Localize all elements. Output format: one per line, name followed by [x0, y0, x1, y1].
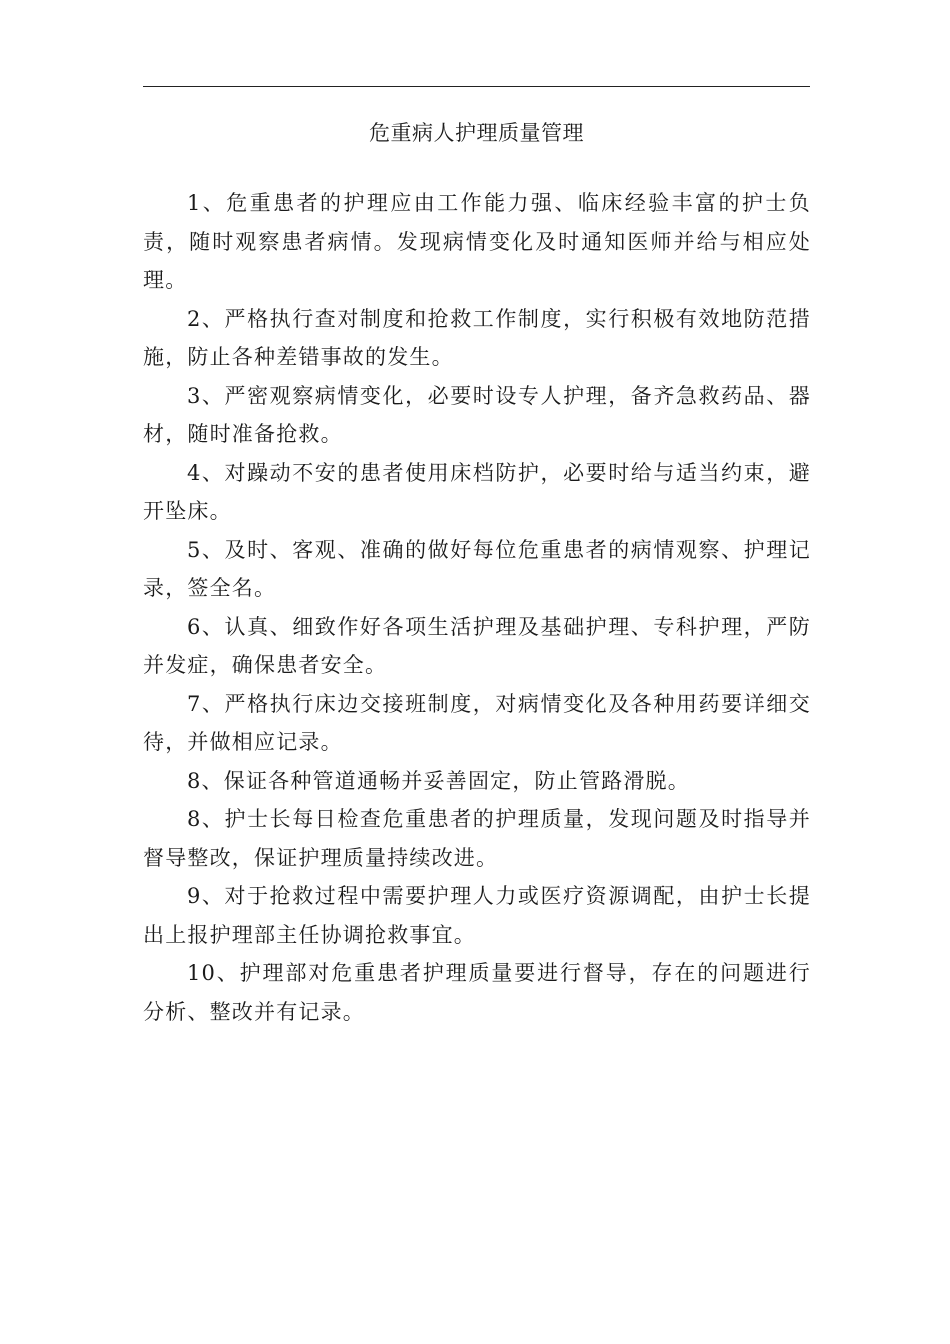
header-rule — [143, 86, 810, 87]
paragraph-9: 8、护士长每日检查危重患者的护理质量，发现问题及时指导并督导整改，保证护理质量持续改进。 — [143, 807, 811, 870]
paragraph-3: 3、严密观察病情变化，必要时设专人护理，备齐急救药品、器材，随时准备抢救。 — [143, 383, 811, 446]
paragraph-5: 5、及时、客观、准确的做好每位危重患者的病情观察、护理记录，签全名。 — [143, 537, 811, 600]
paragraph-10: 9、对于抢救过程中需要护理人力或医疗资源调配，由护士长提出上报护理部主任协调抢救事宜。 — [143, 884, 811, 947]
document-body — [143, 184, 811, 1031]
document-title: 危重病人护理质量管理 — [369, 121, 584, 145]
paragraph-11: 10、护理部对危重患者护理质量要进行督导，存在的问题进行分析、整改并有记录。 — [143, 961, 811, 1024]
paragraph-6: 6、认真、细致作好各项生活护理及基础护理、专科护理，严防并发症，确保患者安全。 — [143, 614, 811, 677]
paragraph-1: 1、危重患者的护理应由工作能力强、临床经验丰富的护士负责，随时观察患者病情。发现病情变化及时通知医师并给与相应处理。 — [143, 191, 811, 292]
paragraph-2: 2、严格执行查对制度和抢救工作制度，实行积极有效地防范措施，防止各种差错事故的发生。 — [143, 306, 811, 369]
paragraph-7: 7、严格执行床边交接班制度，对病情变化及各种用药要详细交待，并做相应记录。 — [143, 691, 811, 754]
paragraph-8: 8、保证各种管道通畅并妥善固定，防止管路滑脱。 — [187, 768, 690, 793]
paragraph-4: 4、对躁动不安的患者使用床档防护，必要时给与适当约束，避开坠床。 — [143, 460, 811, 523]
